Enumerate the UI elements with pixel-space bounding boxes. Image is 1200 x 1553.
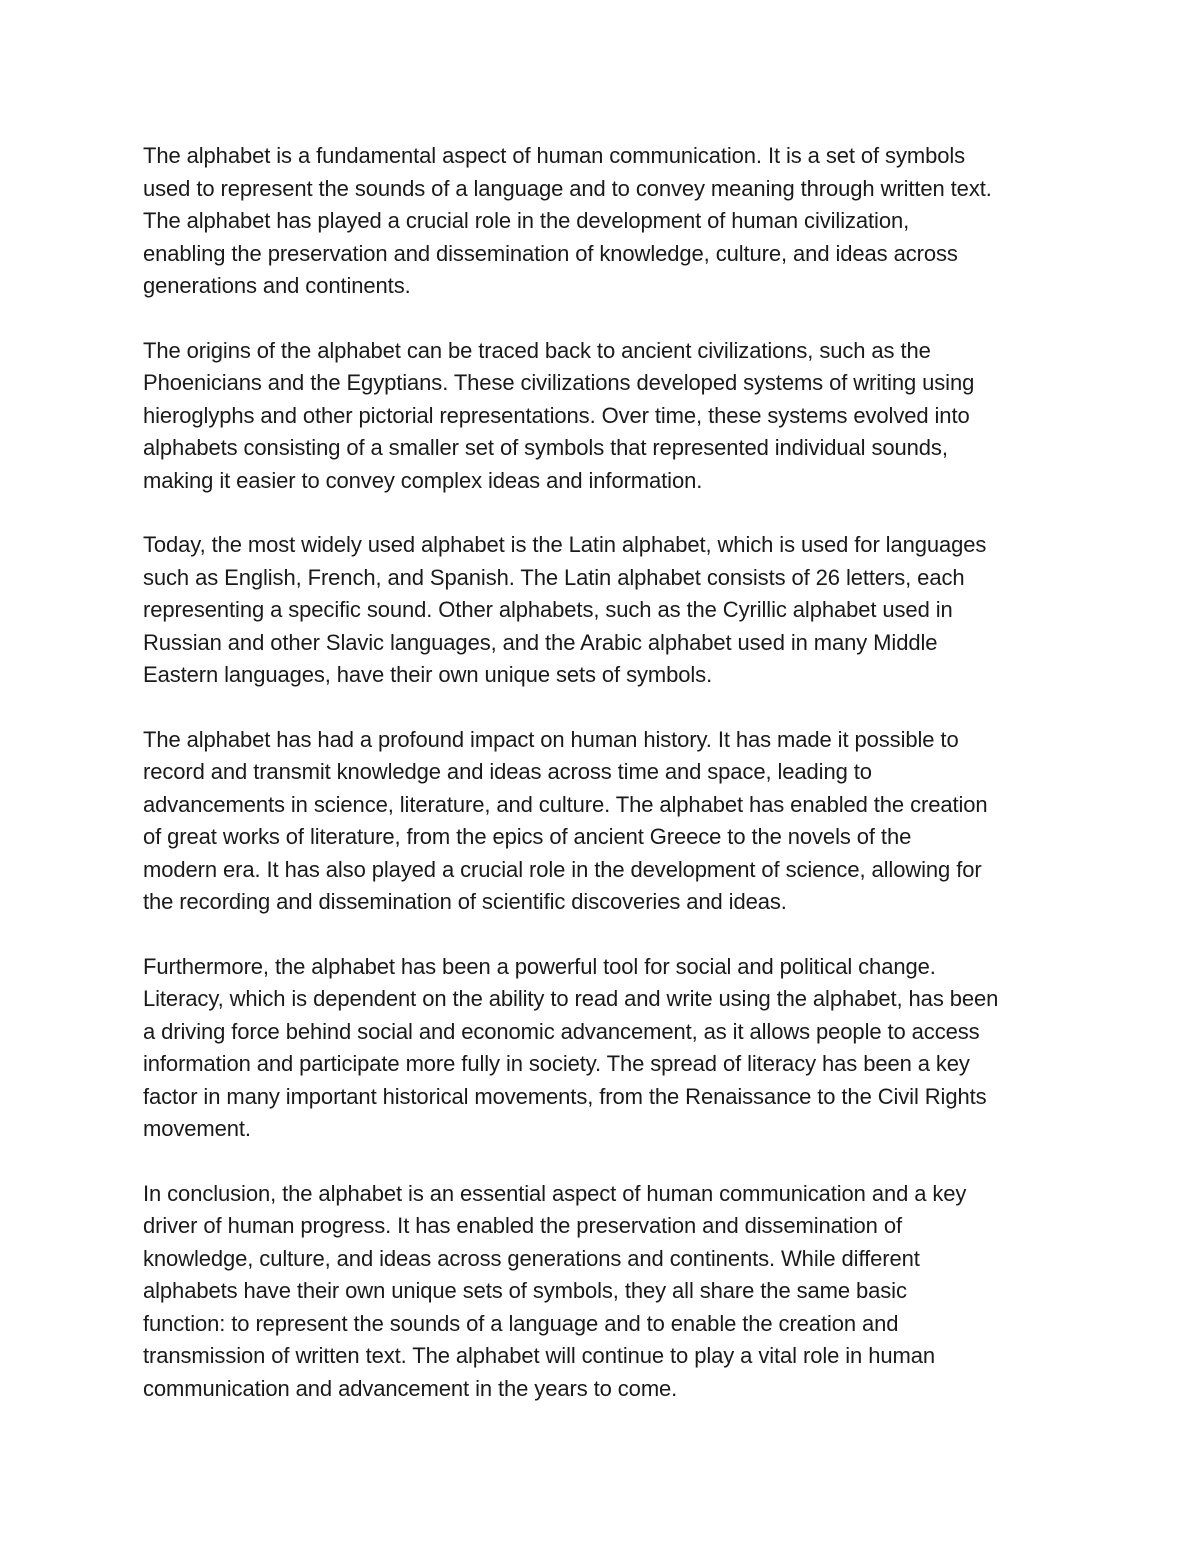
text-line: of great works of literature, from the epics of ancient Greece to the novels of the (143, 824, 912, 849)
text-line: Phoenicians and the Egyptians. These civilizations developed systems of writing using (143, 370, 975, 395)
text-line: knowledge, culture, and ideas across generations and continents. While different (143, 1245, 920, 1271)
text-line: movement. (143, 1116, 251, 1141)
text-line: factor in many important historical movements, from the Renaissance to the Civil Rights (143, 1083, 987, 1109)
paragraph-1 (143, 140, 1073, 303)
text-line: driver of human progress. It has enabled the preservation and dissemination of (143, 1213, 902, 1238)
text-line: Literacy, which is dependent on the ability to read and write using the alphabet, has been (143, 986, 999, 1011)
text-line: The alphabet has played a crucial role in the development of human civilization, (143, 208, 910, 233)
text-line: transmission of written text. The alphabet will continue to play a vital role in human (143, 1343, 935, 1368)
text-line: advancements in science, literature, and culture. The alphabet has enabled the creation (143, 791, 988, 817)
text-line: Today, the most widely used alphabet is the Latin alphabet, which is used for languages (143, 532, 987, 557)
text-line: communication and advancement in the years to come. (143, 1375, 678, 1401)
text-line: Russian and other Slavic languages, and the Arabic alphabet used in many Middle (143, 629, 938, 655)
text-line: generations and continents. (143, 273, 411, 298)
paragraph-6 (143, 1178, 1073, 1406)
text-line: making it easier to convey complex ideas and information. (143, 467, 703, 493)
text-line: information and participate more fully in society. The spread of literacy has been a key (143, 1051, 970, 1076)
text-line: representing a specific sound. Other alphabets, such as the Cyrillic alphabet used in (143, 597, 953, 622)
text-line: modern era. It has also played a crucial role in the development of science, allowing for (143, 856, 982, 882)
paragraph-4 (143, 724, 1073, 919)
text-line: The alphabet is a fundamental aspect of human communication. It is a set of symbols (143, 143, 966, 168)
text-line: the recording and dissemination of scientific discoveries and ideas. (143, 889, 787, 914)
text-line: function: to represent the sounds of a language and to enable the creation and (143, 1310, 899, 1336)
text-line: alphabets have their own unique sets of symbols, they all share the same basic (143, 1278, 907, 1303)
text-line: enabling the preservation and dissemination of knowledge, culture, and ideas across (143, 240, 958, 266)
text-line: hieroglyphs and other pictorial representations. Over time, these systems evolved into (143, 402, 970, 428)
text-line: a driving force behind social and economic advancement, as it allows people to access (143, 1018, 980, 1044)
text-line: In conclusion, the alphabet is an essential aspect of human communication and a key (143, 1180, 967, 1206)
text-line: Eastern languages, have their own unique sets of symbols. (143, 662, 713, 687)
text-line: such as English, French, and Spanish. The Latin alphabet consists of 26 letters, each (143, 564, 965, 590)
text-line: The alphabet has had a profound impact on human history. It has made it possible to (143, 726, 959, 752)
paragraph-2 (143, 335, 1073, 498)
text-line: The origins of the alphabet can be traced back to ancient civilizations, such as the (143, 337, 931, 363)
text-line: Furthermore, the alphabet has been a powerful tool for social and political change. (143, 953, 936, 979)
paragraph-5 (143, 951, 1073, 1146)
text-line: used to represent the sounds of a language and to convey meaning through written text. (143, 175, 992, 201)
text-line: alphabets consisting of a smaller set of symbols that represented individual sounds, (143, 435, 948, 460)
paragraph-3 (143, 529, 1073, 692)
text-line: record and transmit knowledge and ideas across time and space, leading to (143, 759, 872, 784)
document-body (143, 140, 1073, 1437)
